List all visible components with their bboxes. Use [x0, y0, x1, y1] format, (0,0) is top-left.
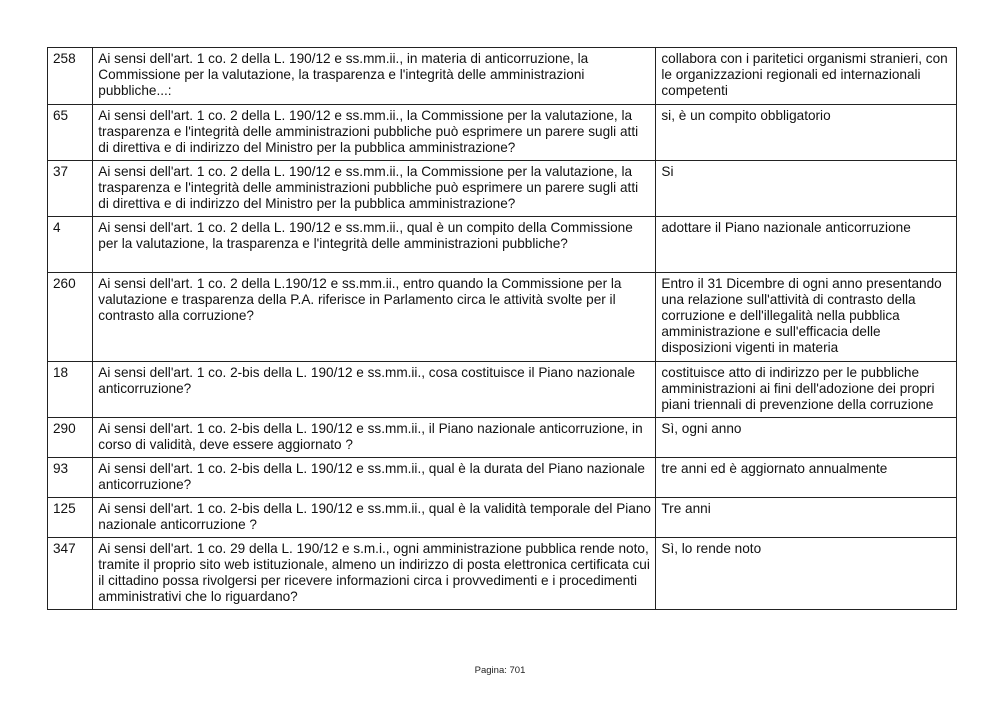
answer-text: costituisce atto di indirizzo per le pubbliche amministrazioni ai fini dell'adozione dei propri piani triennali di prevenzione della corruzione — [656, 362, 957, 418]
table-row — [48, 161, 957, 217]
question-id: 93 — [48, 458, 93, 498]
question-text: Ai sensi dell'art. 1 co. 29 della L. 190/12 e s.m.i., ogni amministrazione pubblica rende noto, tramite il proprio sito web istituzionale, almeno un indirizzo di posta elettronica certificata cui il cittadino possa rivolgersi per ricevere informazioni circa i provvedimenti e i procedimenti amministrativi che lo riguardano? — [93, 538, 656, 610]
question-text: Ai sensi dell'art. 1 co. 2-bis della L. 190/12 e ss.mm.ii., il Piano nazionale anticorruzione, in corso di validità, deve essere aggiornato ? — [93, 418, 656, 458]
question-id: 258 — [48, 48, 93, 105]
question-id: 37 — [48, 161, 93, 217]
quiz-table-body — [48, 48, 957, 610]
answer-text: adottare il Piano nazionale anticorruzione — [656, 217, 957, 273]
page-number: Pagina: 701 — [474, 665, 526, 676]
table-row — [48, 498, 957, 538]
table-row — [48, 217, 957, 273]
answer-text: tre anni ed è aggiornato annualmente — [656, 458, 957, 498]
quiz-table — [47, 47, 957, 610]
question-text: Ai sensi dell'art. 1 co. 2 della L. 190/12 e ss.mm.ii., la Commissione per la valutazione, la trasparenza e l'integrità delle amministrazioni pubbliche può esprimere un parere sugli atti di direttiva e di indirizzo del Ministro per la pubblica amministrazione? — [93, 105, 656, 161]
answer-text: si, è un compito obbligatorio — [656, 105, 957, 161]
question-text: Ai sensi dell'art. 1 co. 2-bis della L. 190/12 e ss.mm.ii., cosa costituisce il Piano nazionale anticorruzione? — [93, 362, 656, 418]
answer-text: Si — [656, 161, 957, 217]
question-id: 347 — [48, 538, 93, 610]
question-text: Ai sensi dell'art. 1 co. 2 della L. 190/12 e ss.mm.ii., in materia di anticorruzione, la Commissione per la valutazione, la trasparenza e l'integrità delle amministrazioni pubbliche...: — [93, 48, 656, 105]
question-text: Ai sensi dell'art. 1 co. 2-bis della L. 190/12 e ss.mm.ii., qual è la validità temporale del Piano nazionale anticorruzione ? — [93, 498, 656, 538]
table-row — [48, 362, 957, 418]
answer-text: Entro il 31 Dicembre di ogni anno presentando una relazione sull'attività di contrasto della corruzione e dell'illegalità nella pubblica amministrazione e sull'efficacia delle disposizioni vigenti in materia — [656, 273, 957, 362]
table-row — [48, 418, 957, 458]
table-row — [48, 48, 957, 105]
question-id: 4 — [48, 217, 93, 273]
question-text: Ai sensi dell'art. 1 co. 2 della L. 190/12 e ss.mm.ii., qual è un compito della Commissione per la valutazione, la trasparenza e l'integrità delle amministrazioni pubbliche? — [93, 217, 656, 273]
question-text: Ai sensi dell'art. 1 co. 2 della L. 190/12 e ss.mm.ii., la Commissione per la valutazione, la trasparenza e l'integrità delle amministrazioni pubbliche può esprimere un parere sugli atti di direttiva e di indirizzo del Ministro per la pubblica amministrazione? — [93, 161, 656, 217]
table-row — [48, 458, 957, 498]
answer-text: Sì, ogni anno — [656, 418, 957, 458]
question-text: Ai sensi dell'art. 1 co. 2-bis della L. 190/12 e ss.mm.ii., qual è la durata del Piano nazionale anticorruzione? — [93, 458, 656, 498]
table-row — [48, 105, 957, 161]
question-id: 18 — [48, 362, 93, 418]
question-id: 260 — [48, 273, 93, 362]
question-id: 290 — [48, 418, 93, 458]
question-id: 65 — [48, 105, 93, 161]
table-row — [48, 538, 957, 610]
answer-text: Sì, lo rende noto — [656, 538, 957, 610]
answer-text: collabora con i paritetici organismi stranieri, con le organizzazioni regionali ed internazionali competenti — [656, 48, 957, 105]
question-text: Ai sensi dell'art. 1 co. 2 della L.190/12 e ss.mm.ii., entro quando la Commissione per la valutazione e trasparenza della P.A. riferisce in Parlamento circa le attività svolte per il contrasto alla corruzione? — [93, 273, 656, 362]
answer-text: Tre anni — [656, 498, 957, 538]
question-id: 125 — [48, 498, 93, 538]
table-row — [48, 273, 957, 362]
